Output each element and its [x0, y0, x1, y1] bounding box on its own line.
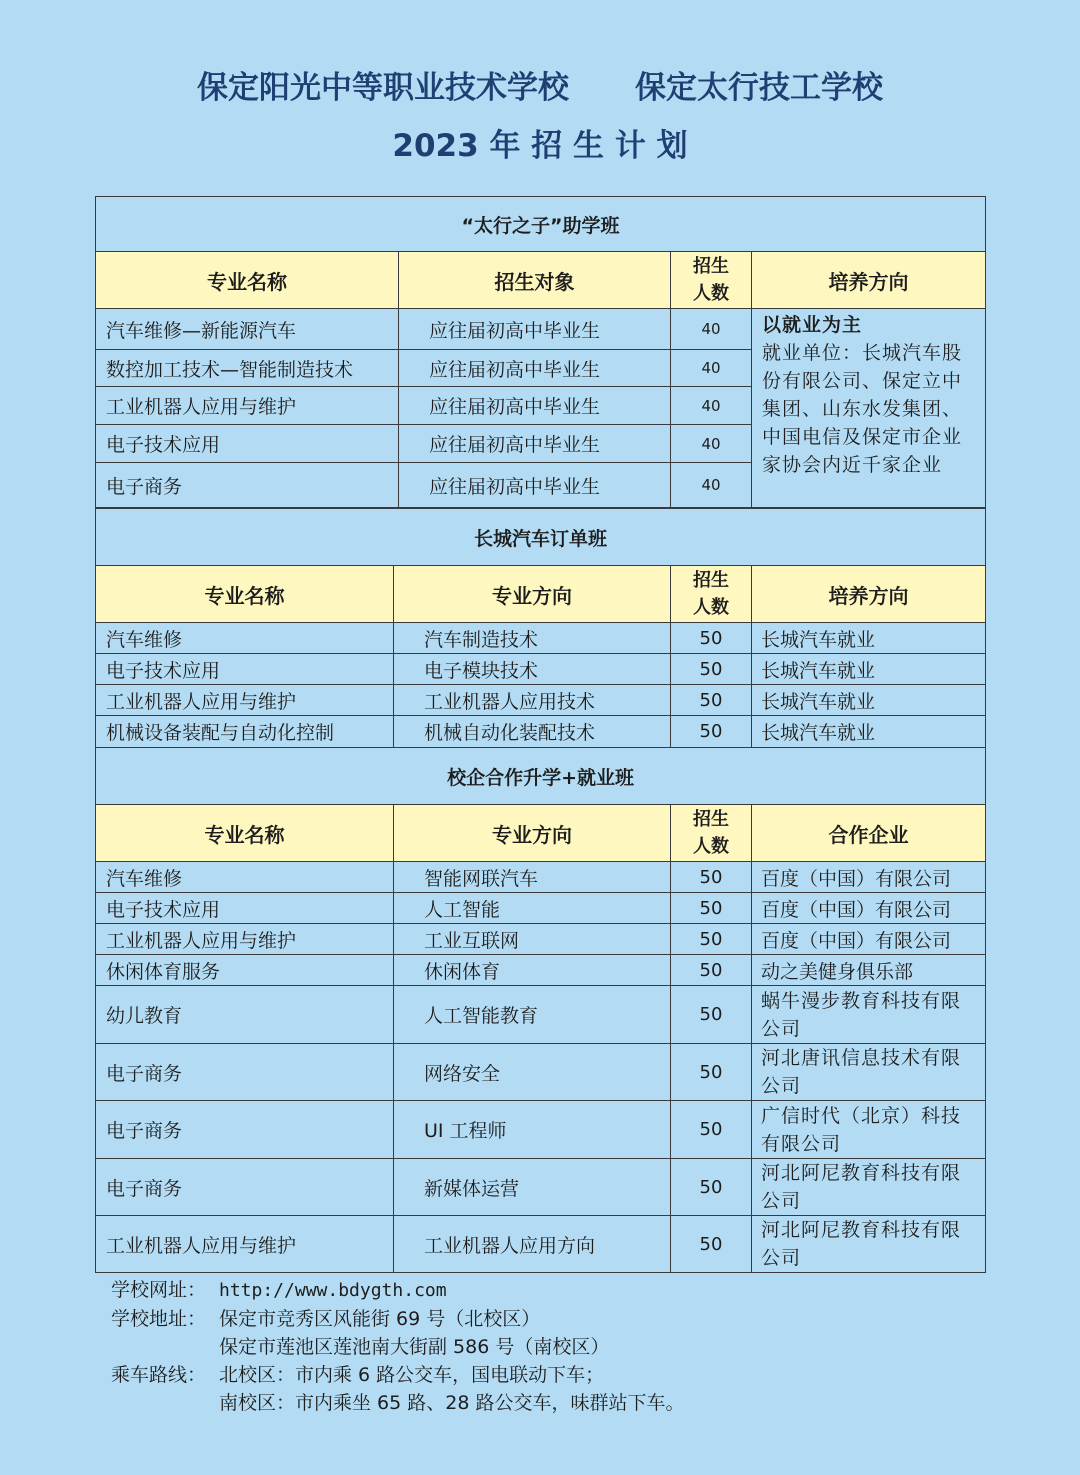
- contact-info: [111, 1276, 684, 1417]
- direction-cell: UI 工程师: [394, 1101, 671, 1159]
- direction-cell: 人工智能: [394, 893, 671, 924]
- route-south: 南校区：市内乘坐 65 路、28 路公交车，味群站下车。: [219, 1392, 685, 1414]
- major-cell: 工业机器人应用与维护: [96, 685, 394, 716]
- major-cell: 电子技术应用: [96, 654, 394, 685]
- route-label: 乘车路线：: [111, 1364, 207, 1386]
- school-name-taihang: 保定太行技工学校: [635, 70, 883, 106]
- training-cell: 长城汽车就业: [752, 716, 986, 748]
- direction-cell: 电子模块技术: [394, 654, 671, 685]
- target-cell: 应往届初高中毕业生: [399, 309, 671, 350]
- count-cell: 50: [671, 986, 752, 1044]
- school-name-yangguang: 保定阳光中等职业技术学校: [197, 70, 569, 106]
- major-cell: 电子技术应用: [96, 893, 394, 924]
- count-cell: 40: [671, 463, 752, 508]
- major-cell: 工业机器人应用与维护: [96, 1216, 394, 1273]
- training-cell: 长城汽车就业: [752, 654, 986, 685]
- direction-cell: 休闲体育: [394, 955, 671, 986]
- major-cell: 汽车维修: [96, 623, 394, 654]
- training-cell: 长城汽车就业: [752, 623, 986, 654]
- column-header: 专业名称: [96, 805, 394, 862]
- column-header: 合作企业: [752, 805, 986, 862]
- count-cell: 40: [671, 425, 752, 463]
- direction-cell: 网络安全: [394, 1044, 671, 1101]
- page-title: [0, 62, 1080, 107]
- partner-cell: 动之美健身俱乐部: [752, 955, 986, 986]
- count-cell: 50: [671, 1159, 752, 1216]
- partner-cell: 百度（中国）有限公司: [752, 924, 986, 955]
- partner-cell: 广信时代（北京）科技有限公司: [752, 1101, 986, 1159]
- section-caption: 长城汽车订单班: [96, 509, 986, 566]
- column-header: 专业方向: [394, 805, 671, 862]
- major-cell: 汽车维修—新能源汽车: [96, 309, 399, 350]
- partner-cell: 河北阿尼教育科技有限公司: [752, 1216, 986, 1273]
- major-cell: 电子商务: [96, 463, 399, 508]
- major-cell: 机械设备装配与自动化控制: [96, 716, 394, 748]
- address-north: 保定市竞秀区风能街 69 号（北校区）: [219, 1308, 541, 1330]
- direction-description: 就业单位：长城汽车股份有限公司、保定立中集团、山东水发集团、中国电信及保定市企业家协会内近千家企业: [762, 342, 963, 476]
- website-label: 学校网址：: [111, 1279, 207, 1301]
- direction-cell: 汽车制造技术: [394, 623, 671, 654]
- section-caption: “太行之子”助学班: [96, 197, 986, 252]
- direction-cell: 智能网联汽车: [394, 862, 671, 893]
- major-cell: 电子技术应用: [96, 425, 399, 463]
- section-school-enterprise-class: [95, 747, 986, 1273]
- count-cell: 50: [671, 1216, 752, 1273]
- count-cell: 50: [671, 955, 752, 986]
- section-caption: 校企合作升学+就业班: [96, 748, 986, 805]
- direction-headline: 以就业为主: [762, 314, 863, 336]
- route-north: 北校区：市内乘 6 路公交车，国电联动下车；: [219, 1364, 605, 1386]
- target-cell: 应往届初高中毕业生: [399, 463, 671, 508]
- column-header: 专业名称: [96, 566, 394, 623]
- count-cell: 50: [671, 716, 752, 748]
- partner-cell: 百度（中国）有限公司: [752, 893, 986, 924]
- partner-cell: 蜗牛漫步教育科技有限公司: [752, 986, 986, 1044]
- column-header: 招生 人数: [671, 805, 752, 862]
- partner-cell: 百度（中国）有限公司: [752, 862, 986, 893]
- major-cell: 电子商务: [96, 1101, 394, 1159]
- plan-title: 2023 年 招 生 计 划: [392, 128, 688, 164]
- partner-cell: 河北唐讯信息技术有限公司: [752, 1044, 986, 1101]
- address-label: 学校地址：: [111, 1308, 207, 1330]
- column-header: 培养方向: [752, 252, 986, 309]
- major-cell: 数控加工技术—智能制造技术: [96, 350, 399, 387]
- column-header: 招生 人数: [671, 566, 752, 623]
- address-south: 保定市莲池区莲池南大街副 586 号（南校区）: [219, 1336, 610, 1358]
- column-header: 专业方向: [394, 566, 671, 623]
- count-cell: 50: [671, 862, 752, 893]
- partner-cell: 河北阿尼教育科技有限公司: [752, 1159, 986, 1216]
- count-cell: 40: [671, 350, 752, 387]
- major-cell: 电子商务: [96, 1159, 394, 1216]
- column-header: 专业名称: [96, 252, 399, 309]
- major-cell: 电子商务: [96, 1044, 394, 1101]
- section-taihang-aid-class: [95, 196, 986, 508]
- count-cell: 50: [671, 623, 752, 654]
- column-header: 招生 人数: [671, 252, 752, 309]
- target-cell: 应往届初高中毕业生: [399, 350, 671, 387]
- count-cell: 50: [671, 654, 752, 685]
- count-cell: 50: [671, 924, 752, 955]
- website-link[interactable]: http://www.bdygth.com: [219, 1280, 447, 1301]
- direction-cell: 工业机器人应用方向: [394, 1216, 671, 1273]
- training-direction-cell: [752, 309, 986, 508]
- direction-cell: 人工智能教育: [394, 986, 671, 1044]
- major-cell: 幼儿教育: [96, 986, 394, 1044]
- direction-cell: 工业互联网: [394, 924, 671, 955]
- count-cell: 50: [671, 1044, 752, 1101]
- direction-cell: 工业机器人应用技术: [394, 685, 671, 716]
- column-header: 培养方向: [752, 566, 986, 623]
- count-cell: 50: [671, 893, 752, 924]
- column-header: 招生对象: [399, 252, 671, 309]
- direction-cell: 机械自动化装配技术: [394, 716, 671, 748]
- target-cell: 应往届初高中毕业生: [399, 425, 671, 463]
- major-cell: 工业机器人应用与维护: [96, 924, 394, 955]
- major-cell: 工业机器人应用与维护: [96, 387, 399, 425]
- training-cell: 长城汽车就业: [752, 685, 986, 716]
- major-cell: 休闲体育服务: [96, 955, 394, 986]
- count-cell: 50: [671, 1101, 752, 1159]
- count-cell: 40: [671, 309, 752, 350]
- target-cell: 应往届初高中毕业生: [399, 387, 671, 425]
- direction-cell: 新媒体运营: [394, 1159, 671, 1216]
- major-cell: 汽车维修: [96, 862, 394, 893]
- count-cell: 50: [671, 685, 752, 716]
- section-great-wall-order-class: [95, 508, 986, 748]
- count-cell: 40: [671, 387, 752, 425]
